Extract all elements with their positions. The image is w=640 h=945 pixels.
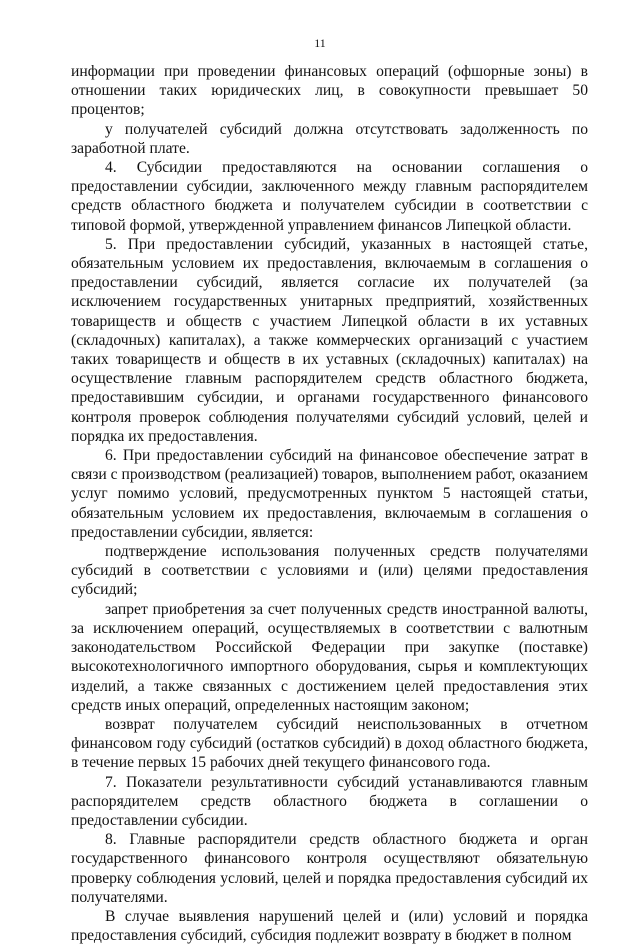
paragraph-8-inspection: 8. Главные распорядители средств областного бюджета и орган государственного финансового контроля осуществляют обязательную проверку соблюдения условий, целей и порядка предоставления субсидий их получателями. (71, 831, 588, 906)
paragraph-no-wage-debt: у получателей субсидий должна отсутствовать задолженность по заработной плате. (71, 120, 588, 157)
paragraph-currency-ban: запрет приобретения за счет полученных средств иностранной валюты, за исключением операций, осуществляемых в соответствии с валютным законодательством Российской Федерации при закупке (поставке) высокотехнологичного импортного оборудования, сырья и комплектующих изделий, а также связанных с достижением целей предоставления этих средств иных операций, определенных настоящим законом; (71, 600, 588, 714)
page-number: 11 (314, 36, 326, 50)
paragraph-5-consent: 5. При предоставлении субсидий, указанных в настоящей статье, обязательным условием их предоставления, включаемым в соглашения о предоставлении субсидий, является согласие их получателей (за исключением государственных унитарных предприятий, хозяйственных товариществ и обществ с участием Липецкой области в их уставных (складочных) капиталах), а также коммерческих организаций с участием таких товариществ и обществ в их уставных (складочных) капиталах) на осуществление главным распорядителем средств областного бюджета, предоставившим субсидии, и органами государственного финансового контроля проверок соблюдения получателями субсидий условий, целей и порядка их предоставления. (71, 235, 588, 445)
paragraph-6-conditions: 6. При предоставлении субсидий на финансовое обеспечение затрат в связи с производством (реализацией) товаров, выполнением работ, оказанием услуг помимо условий, предусмотренных пунктом 5 настоящей статьи, обязательным условием их предоставления, включаемым в соглашения о предоставлении субсидии, является: (71, 447, 588, 541)
paragraph-refund: возврат получателем субсидий неиспользованных в отчетном финансовом году субсидий (остатков субсидий) в доход областного бюджета, в течение первых 15 рабочих дней текущего финансового года. (71, 715, 588, 772)
paragraph-4-agreement: 4. Субсидии предоставляются на основании соглашения о предоставлении субсидии, заключенного между главным распорядителем средств областного бюджета и получателем субсидии в соответствии с типовой формой, утвержденной управлением финансов Липецкой области. (71, 159, 588, 234)
paragraph-confirmation: подтверждение использования полученных средств получателями субсидий в соответствии с условиями и (или) целями предоставления субсидий; (71, 543, 588, 599)
document-body (71, 62, 588, 945)
paragraph-7-indicators: 7. Показатели результативности субсидий устанавливаются главным распорядителем средств областного бюджета в соглашении о предоставлении субсидии. (71, 773, 588, 829)
paragraph-offshore-continuation: информации при проведении финансовых операций (офшорные зоны) в отношении таких юридических лиц, в совокупности превышает 50 процентов; (71, 63, 588, 119)
paragraph-violations: В случае выявления нарушений целей и (или) условий и порядка предоставления субсидий, субсидия подлежит возврату в бюджет в полном (71, 907, 588, 945)
